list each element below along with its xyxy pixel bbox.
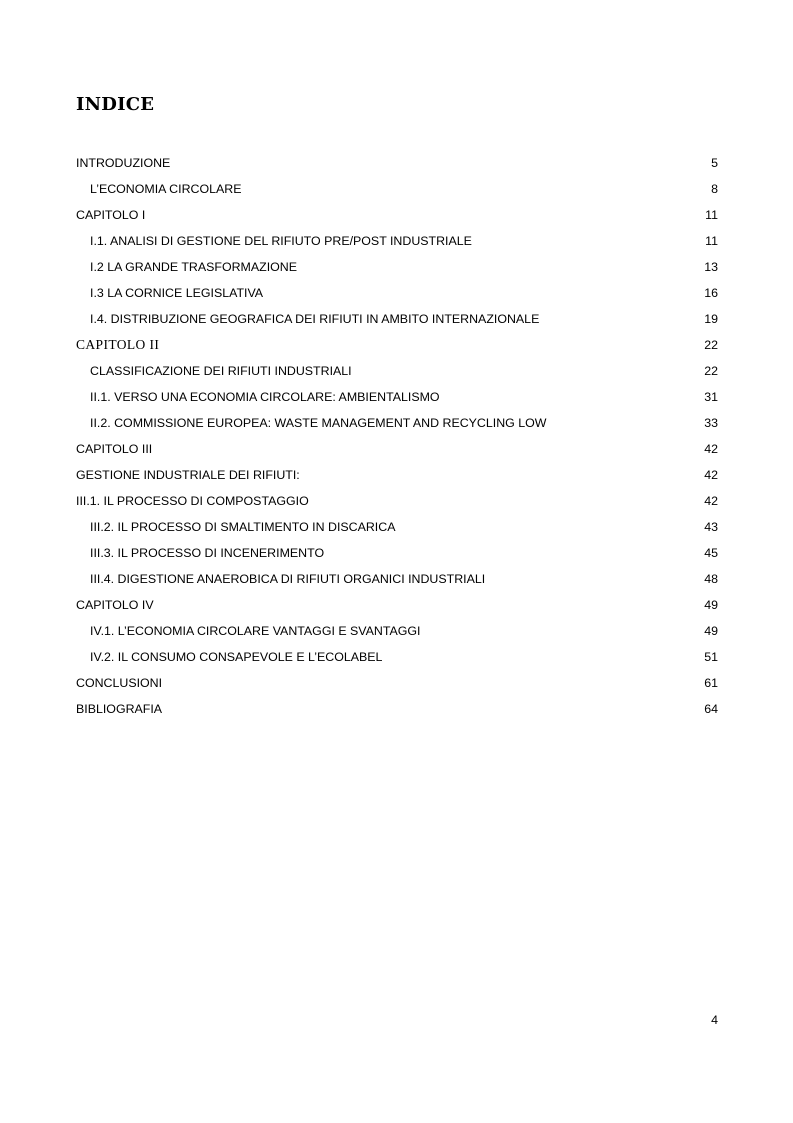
- toc-entry[interactable]: [76, 384, 718, 410]
- toc-entry[interactable]: [76, 228, 718, 254]
- toc-entry-page: 11: [705, 234, 718, 248]
- toc-entry-label[interactable]: GESTIONE INDUSTRIALE DEI RIFIUTI:: [76, 468, 300, 482]
- toc-entry-label[interactable]: CLASSIFICAZIONE DEI RIFIUTI INDUSTRIALI: [90, 364, 352, 378]
- toc-entry-label[interactable]: III.2. IL PROCESSO DI SMALTIMENTO IN DISCARICA: [90, 520, 396, 534]
- toc-entry-page: 43: [704, 520, 718, 534]
- toc-entry-label[interactable]: II.2. COMMISSIONE EUROPEA: WASTE MANAGEMENT AND RECYCLING LOW: [90, 416, 547, 430]
- toc-entry-label[interactable]: II.1. VERSO UNA ECONOMIA CIRCOLARE: AMBIENTALISMO: [90, 390, 440, 404]
- toc-entry[interactable]: [76, 436, 718, 462]
- toc-entry-label[interactable]: IV.1. L’ECONOMIA CIRCOLARE VANTAGGI E SVANTAGGI: [90, 624, 421, 638]
- toc-entry-page: 42: [704, 442, 718, 456]
- toc-entry-label[interactable]: I.3 LA CORNICE LEGISLATIVA: [90, 286, 264, 300]
- toc-entry-page: 5: [711, 156, 718, 170]
- toc-entry-label[interactable]: III.4. DIGESTIONE ANAEROBICA DI RIFIUTI ORGANICI INDUSTRIALI: [90, 572, 486, 586]
- toc-entry-page: 49: [704, 624, 718, 638]
- toc-entry-page: 19: [704, 312, 718, 326]
- toc-entry-page: 22: [704, 364, 718, 378]
- toc-entry[interactable]: [76, 618, 718, 644]
- toc-entry[interactable]: [76, 176, 718, 202]
- page-title: INDICE: [76, 94, 155, 115]
- toc-entry[interactable]: [76, 202, 718, 228]
- toc-entry[interactable]: [76, 592, 718, 618]
- toc-entry-page: 45: [704, 546, 718, 560]
- toc-entry-label[interactable]: III.1. IL PROCESSO DI COMPOSTAGGIO: [76, 494, 309, 508]
- toc-entry[interactable]: [76, 462, 718, 488]
- toc-entry[interactable]: [76, 670, 718, 696]
- toc-entry[interactable]: [76, 514, 718, 540]
- toc-entry-label[interactable]: I.2 LA GRANDE TRASFORMAZIONE: [90, 260, 298, 274]
- toc-entry-page: 42: [704, 468, 718, 482]
- toc-entry-label[interactable]: IV.2. IL CONSUMO CONSAPEVOLE E L’ECOLABEL: [90, 650, 383, 664]
- toc-entry[interactable]: [76, 280, 718, 306]
- toc-entry-label[interactable]: INTRODUZIONE: [76, 156, 171, 170]
- toc-entry-label[interactable]: CAPITOLO I: [76, 208, 146, 222]
- toc-entry-page: 22: [704, 338, 718, 352]
- toc-entry-page: 13: [704, 260, 718, 274]
- toc-entry[interactable]: [76, 696, 718, 722]
- toc-entry-page: 11: [705, 208, 718, 222]
- toc-entry-page: 8: [711, 182, 718, 196]
- toc-entry-label[interactable]: CONCLUSIONI: [76, 676, 163, 690]
- toc-entry-page: 16: [704, 286, 718, 300]
- toc-entry[interactable]: [76, 306, 718, 332]
- toc-entry[interactable]: [76, 150, 718, 176]
- toc-entry-page: 42: [704, 494, 718, 508]
- toc-entry-label[interactable]: CAPITOLO III: [76, 442, 153, 456]
- toc-entry[interactable]: [76, 566, 718, 592]
- toc-entry-label[interactable]: I.1. ANALISI DI GESTIONE DEL RIFIUTO PRE/POST INDUSTRIALE: [90, 234, 472, 248]
- toc-entry[interactable]: [76, 488, 718, 514]
- table-of-contents: [76, 150, 718, 722]
- toc-entry[interactable]: [76, 332, 718, 358]
- toc-entry-label[interactable]: CAPITOLO II: [76, 337, 160, 352]
- toc-entry-page: 49: [704, 598, 718, 612]
- toc-entry[interactable]: [76, 540, 718, 566]
- toc-entry[interactable]: [76, 358, 718, 384]
- toc-entry[interactable]: [76, 644, 718, 670]
- toc-entry-label[interactable]: CAPITOLO IV: [76, 598, 154, 612]
- toc-entry-page: 61: [704, 676, 718, 690]
- toc-entry-label[interactable]: III.3. IL PROCESSO DI INCENERIMENTO: [90, 546, 325, 560]
- toc-entry-page: 33: [704, 416, 718, 430]
- toc-entry[interactable]: [76, 410, 718, 436]
- toc-entry-label[interactable]: I.4. DISTRIBUZIONE GEOGRAFICA DEI RIFIUTI IN AMBITO INTERNAZIONALE: [90, 312, 540, 326]
- page-number: 4: [711, 1013, 718, 1027]
- toc-entry-label[interactable]: BIBLIOGRAFIA: [76, 702, 163, 716]
- toc-entry-page: 48: [704, 572, 718, 586]
- toc-entry-page: 31: [704, 390, 718, 404]
- toc-entry-page: 64: [704, 702, 718, 716]
- toc-entry-page: 51: [704, 650, 718, 664]
- toc-entry-label[interactable]: L’ECONOMIA CIRCOLARE: [90, 182, 242, 196]
- toc-entry[interactable]: [76, 254, 718, 280]
